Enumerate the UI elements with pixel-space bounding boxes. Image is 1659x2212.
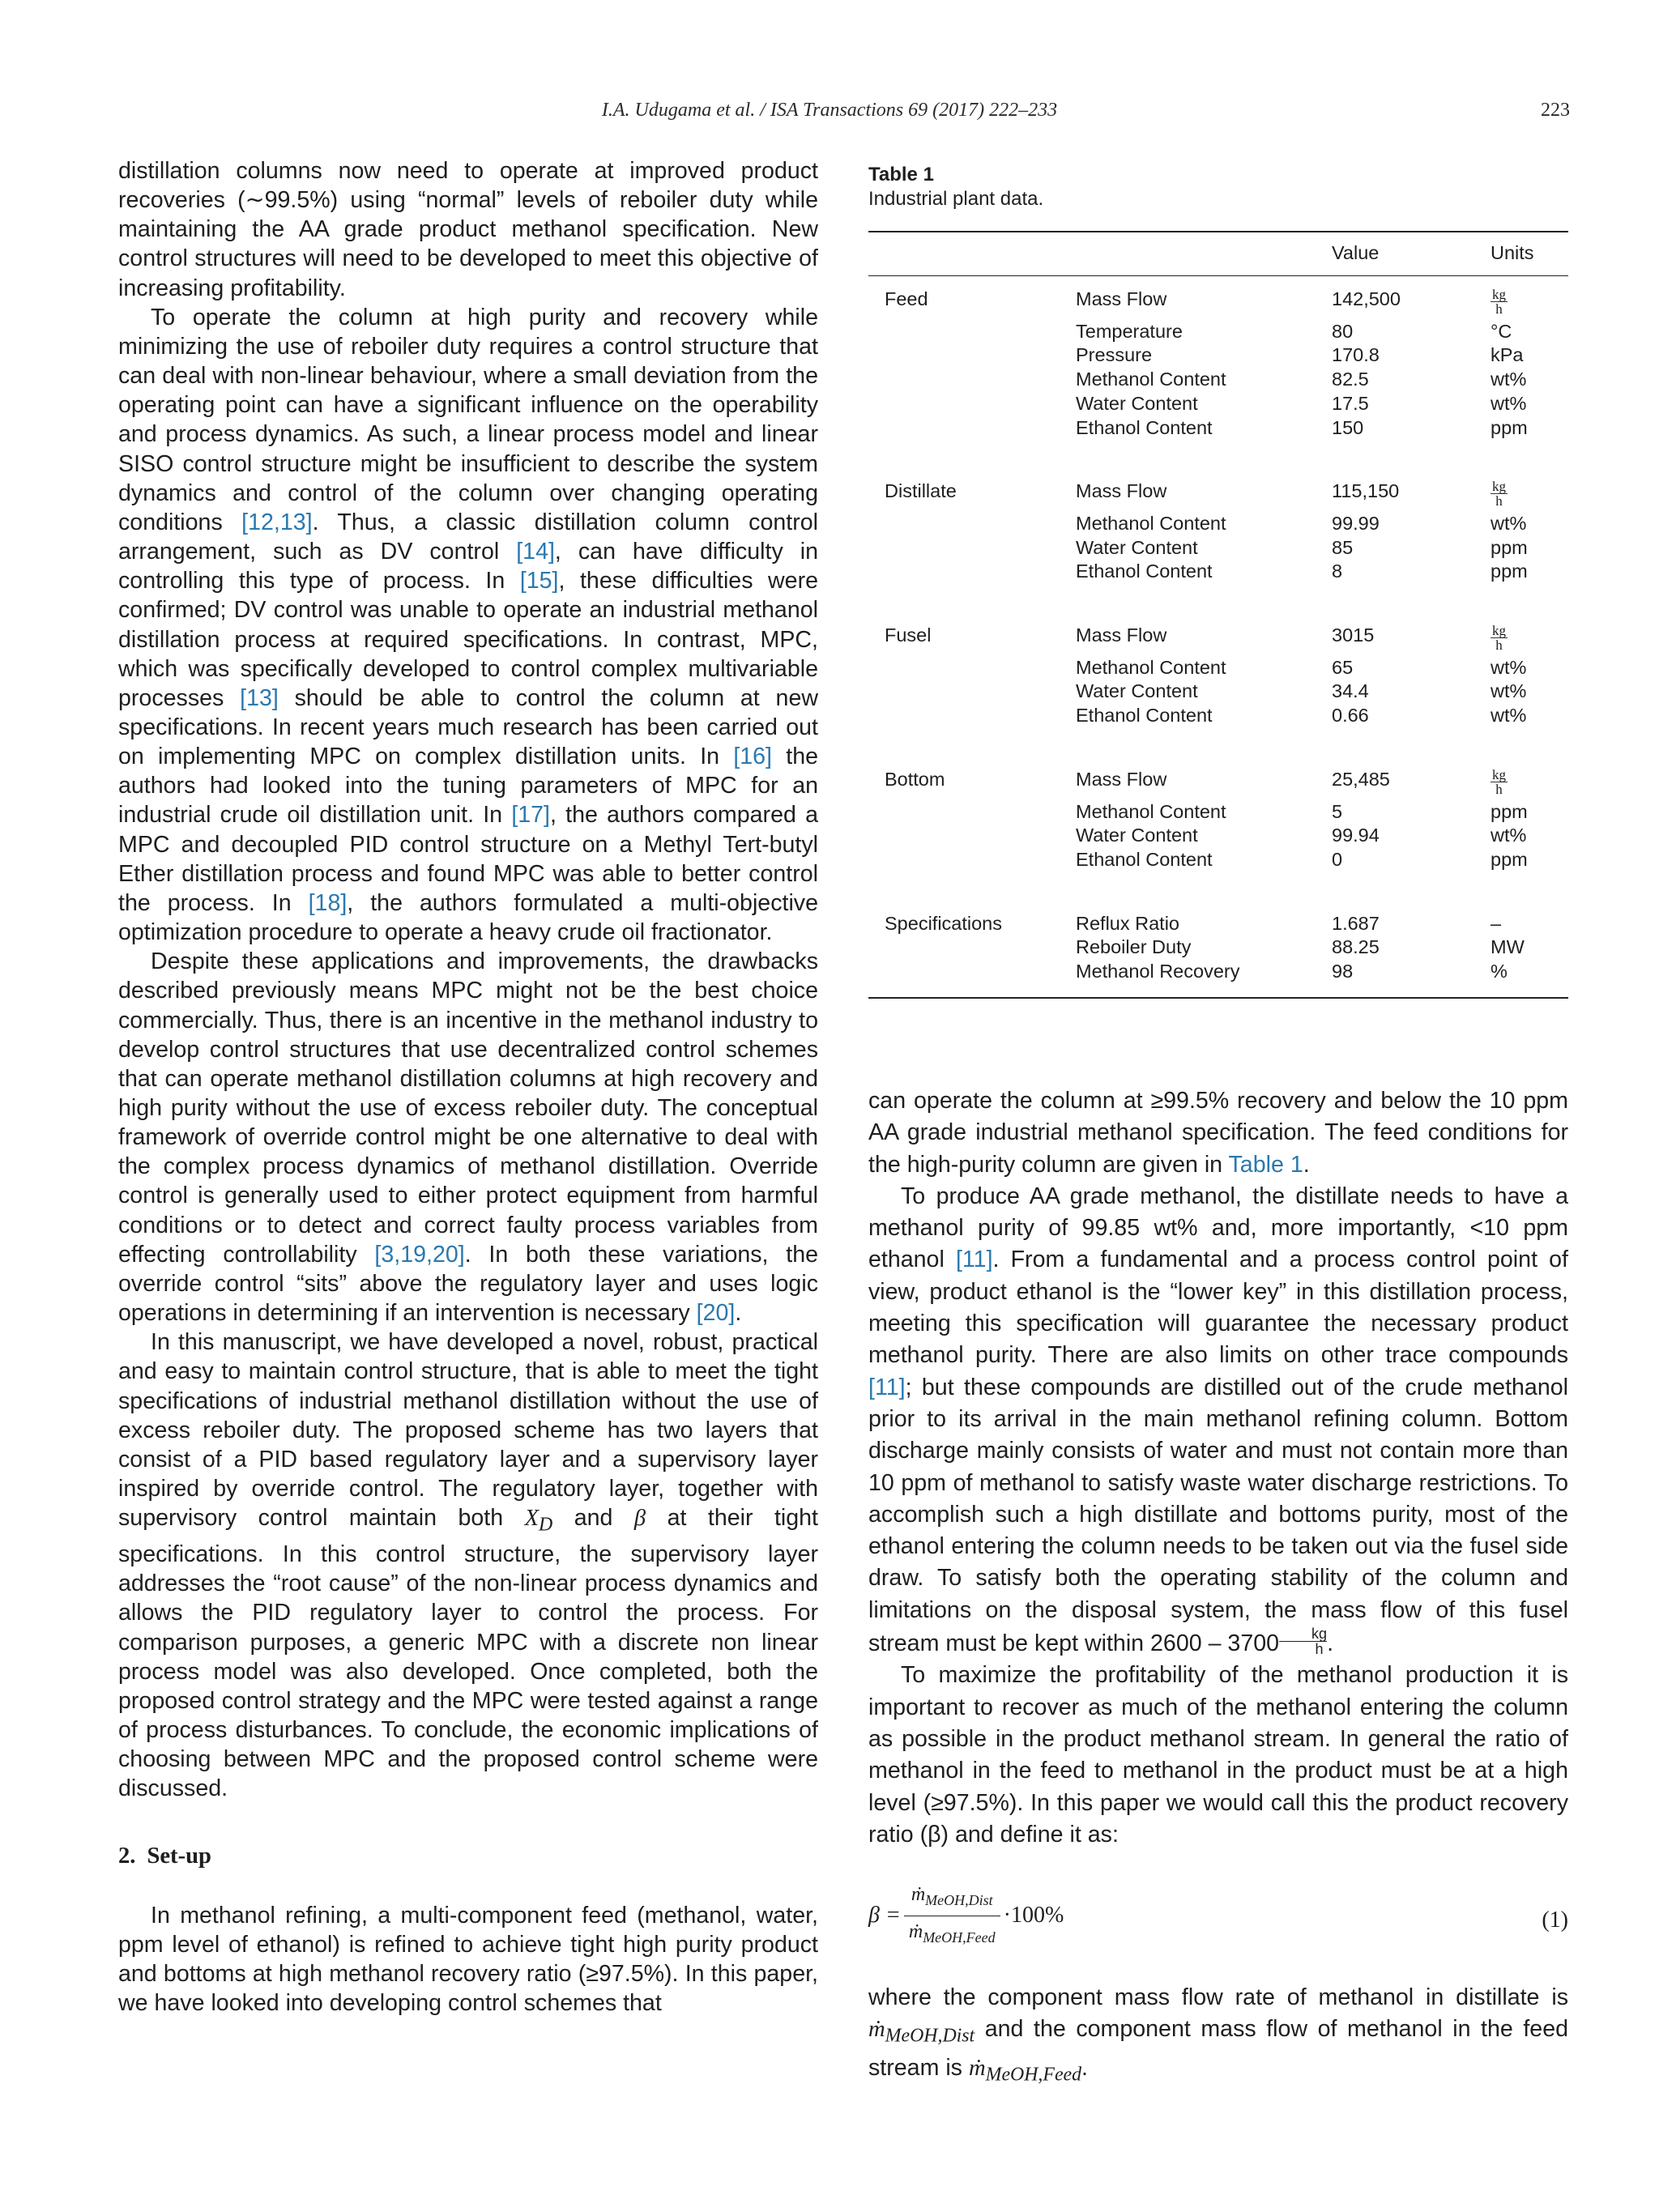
citation-link[interactable]: [16]	[733, 744, 773, 770]
plant-data-table	[868, 231, 1568, 999]
equation-1	[868, 1882, 1568, 1950]
table-row	[868, 960, 1568, 998]
parameter-cell: Mass Flow	[1076, 480, 1167, 502]
right-column	[868, 1085, 1568, 2091]
group-spacer	[868, 440, 1568, 479]
parameter-cell: Methanol Content	[1076, 369, 1226, 390]
value-cell: 3015	[1332, 624, 1375, 646]
parameter-cell: Methanol Content	[1076, 512, 1226, 534]
unit-cell: wt%	[1491, 705, 1527, 727]
journal-citation: I.A. Udugama et al. / ISA Transactions 69 (2017) 222–233	[601, 100, 1058, 121]
table-row	[868, 848, 1568, 872]
value-cell: 85	[1332, 536, 1354, 558]
m-feed-symbol: ṁ$_{MeOH,Feed}$	[968, 2056, 1082, 2086]
parameter-cell: Water Content	[1076, 536, 1198, 558]
citation-link[interactable]: [17]	[511, 802, 551, 829]
table-row	[868, 704, 1568, 728]
kg-per-h-unit: $\frac{kg}{h}$	[1492, 287, 1506, 317]
page-number: 223	[1541, 100, 1570, 121]
parameter-cell: Reboiler Duty	[1076, 936, 1192, 958]
table-caption	[868, 163, 1568, 211]
group-label: Fusel	[885, 624, 932, 646]
paragraph: distillation columns now need to operate at improved product recoveries (∼99.5%) using “normal” levels of reboiler duty while maintaining the AA grade product methanol specification. New control structures will need to be developed to meet this objective of increasing profitability.	[118, 158, 818, 301]
parameter-cell: Methanol Content	[1076, 800, 1226, 822]
value-cell: 34.4	[1332, 680, 1369, 702]
citation-link[interactable]: [14]	[516, 539, 555, 565]
unit-cell: °C	[1491, 320, 1512, 342]
value-cell: 142,500	[1332, 288, 1401, 309]
parameter-cell: Water Content	[1076, 392, 1198, 414]
parameter-cell: Ethanol Content	[1076, 705, 1213, 727]
group-spacer	[868, 872, 1568, 912]
value-cell: 88.25	[1332, 936, 1380, 958]
paragraph: In methanol refining, a multi-component feed (methanol, water, ppm level of ethanol) is refined to achieve tight high purity product and bottoms at high methanol recovery ratio (≥97.5%). In this paper, we have looked into developing control schemes that	[118, 1902, 818, 2017]
parameter-cell: Reflux Ratio	[1076, 912, 1179, 934]
left-column	[118, 156, 818, 2018]
value-cell: 170.8	[1332, 344, 1380, 366]
value-cell: 99.94	[1332, 825, 1380, 846]
citation-link[interactable]: [18]	[308, 889, 348, 916]
citation-link[interactable]: 13]	[279, 509, 313, 535]
equation-rhs: ·100%	[1003, 1903, 1064, 1929]
equation-fraction: $\frac{ṁ_{MeOH,Dist}}{ṁ_{MeOH,Feed}}$	[904, 1879, 1000, 1953]
value-cell: 82.5	[1332, 369, 1369, 390]
value-cell: 0.66	[1332, 705, 1369, 727]
table-row	[868, 392, 1568, 416]
table-row	[868, 536, 1568, 560]
xd-symbol: $X_D$	[524, 1506, 553, 1536]
table-row	[868, 800, 1568, 825]
value-cell: 5	[1332, 800, 1343, 822]
unit-cell	[1491, 479, 1568, 512]
group-spacer	[868, 728, 1568, 768]
parameter-cell: Pressure	[1076, 344, 1153, 366]
column-header-units: Units	[1491, 232, 1568, 276]
table-row	[868, 680, 1568, 704]
parameter-cell: Mass Flow	[1076, 768, 1167, 790]
unit-cell: ppm	[1491, 416, 1528, 438]
value-cell: 1.687	[1332, 912, 1380, 934]
citation-link[interactable]: [13]	[240, 684, 279, 711]
unit-cell: ppm	[1491, 560, 1528, 582]
paragraph: To operate the column at high purity and recovery while minimizing the use of reboiler duty requires a control structure that can deal with non-linear behaviour, where a small deviation from the operating point can have a significant influence on the operability and process dynamics. As such, a linear process model and linear SISO control structure might be insufficient to describe the system dynamics and control of the column over changing operating conditions [12,13]. Thus, a classic distillation column control arrangement, such as DV control [14], can have difficulty in controlling this type of process. In [15], these difficulties were confirmed; DV control was unable to operate an industrial methanol distillation process at required specifications. In contrast, MPC, which was specifically developed to control complex multivariable processes [13] should be able to control the column at new specifications. In recent years much research has been carried out on implementing MPC on complex distillation units. In [16] the authors had looked into the tuning parameters of MPC for an industrial crude oil distillation unit. In [17], the authors compared a MPC and decoupled PID control structure on a Methyl Tert-butyl Ether distillation process and found MPC was able to better control the process. In [18], the authors formulated a multi-objective optimization procedure to operate a heavy crude oil fractionator.	[118, 304, 818, 946]
section-heading: 2. Set-up	[118, 1843, 211, 1869]
unit-cell: wt%	[1491, 369, 1527, 390]
table-row	[868, 936, 1568, 960]
table-row	[868, 512, 1568, 536]
citation-link[interactable]: [3,19,20]	[374, 1241, 465, 1268]
paragraph: In this manuscript, we have developed a novel, robust, practical and easy to maintain control structure, that is able to meet the tight specifications of industrial methanol distillation without the use of excess reboiler duty. The proposed scheme has two layers that consist of a PID based regulatory layer and a supervisory layer inspired by override control. The regulatory layer, together with supervisory control maintain both $X_D$ and β at their tight specifications. In this control structure, the supervisory layer addresses the “root cause” of the non-linear process dynamics and allows the PID regulatory layer to control the process. For comparison purposes, a generic MPC with a discrete non linear process model was also developed. Once completed, both the proposed control strategy and the MPC were tested against a range of process disturbances. To conclude, the economic implications of choosing between MPC and the proposed control scheme were discussed.	[118, 1329, 818, 1802]
unit-cell	[1491, 768, 1568, 800]
table-row	[868, 479, 1568, 512]
parameter-cell: Ethanol Content	[1076, 560, 1213, 582]
value-cell: 65	[1332, 656, 1354, 678]
unit-cell: wt%	[1491, 825, 1527, 846]
table-row	[868, 288, 1568, 320]
parameter-cell: Ethanol Content	[1076, 848, 1213, 870]
column-header-value: Value	[1332, 232, 1491, 276]
value-cell: 150	[1332, 416, 1364, 438]
parameter-cell: Methanol Content	[1076, 656, 1226, 678]
table-row	[868, 368, 1568, 392]
citation-link[interactable]: [11]	[955, 1247, 993, 1273]
table-row	[868, 768, 1568, 800]
equation-number: (1)	[1542, 1907, 1568, 1933]
unit-cell	[1491, 624, 1568, 656]
group-spacer	[868, 276, 1568, 288]
parameter-cell: Mass Flow	[1076, 624, 1167, 646]
value-cell: 0	[1332, 848, 1343, 870]
unit-cell: MW	[1491, 936, 1525, 958]
parameter-cell: Temperature	[1076, 320, 1183, 342]
value-cell: 17.5	[1332, 392, 1369, 414]
m-dist-symbol: ṁ$_{MeOH,Dist}$	[868, 2017, 975, 2048]
paragraph: where the component mass flow rate of methanol in distillate is ṁ$_{MeOH,Dist}$ and the component mass flow of methanol in the feed stream is ṁ$_{MeOH,Feed}$.	[868, 1984, 1568, 2086]
group-label: Specifications	[885, 912, 1002, 934]
parameter-cell: Mass Flow	[1076, 288, 1167, 309]
table-row	[868, 912, 1568, 936]
table-row	[868, 320, 1568, 344]
paragraph: Despite these applications and improvements, the drawbacks described previously means MPC might not be the best choice commercially. Thus, there is an incentive in the methanol industry to develop control structures that use decentralized control schemes that can operate methanol distillation columns at high recovery and high purity without the use of excess reboiler duty. The conceptual framework of override control might be one alternative to deal with the complex process dynamics of methanol distillation. Override control is generally used to either protect equipment from harmful conditions or to detect and correct faulty process variables from effecting controllability [3,19,20]. In both these variations, the override control “sits” above the regulatory layer and uses logic operations in determining if an intervention is necessary [20].	[118, 948, 819, 1327]
table-label: Table 1	[868, 164, 934, 185]
parameter-cell: Water Content	[1076, 680, 1198, 702]
value-cell: 25,485	[1332, 768, 1390, 790]
table-title: Industrial plant data.	[868, 188, 1044, 210]
unit-cell	[1491, 288, 1568, 320]
unit-cell: ppm	[1491, 800, 1528, 822]
equation-lhs: β =	[868, 1903, 901, 1929]
kg-per-h-unit: $\frac{kg}{h}$	[1279, 1626, 1327, 1656]
unit-cell: ppm	[1491, 536, 1528, 558]
parameter-cell: Water Content	[1076, 825, 1198, 846]
table-row	[868, 416, 1568, 441]
paragraph: To produce AA grade methanol, the distillate needs to have a methanol purity of 99.85 wt% and, more importantly, <10 ppm ethanol [11]. From a fundamental and a process control point of view, product ethanol is the “lower key” in this distillation process, meeting this specification will guarantee the necessary product methanol purity. There are also limits on other trace compounds [11]; but these compounds are distilled out of the crude methanol prior to its arrival in the main methanol refining column. Bottom discharge mainly consists of water and must not contain more than 10 ppm of methanol to satisfy waste water discharge restrictions. To accomplish such a high distillate and bottoms purity, most of the ethanol entering the column needs to be taken out via the fusel side draw. To satisfy both the operating stability of the column and limitations on the disposal system, the mass flow of this fusel stream must be kept within 2600 – 3700 $\frac{kg}{h}$ .	[868, 1183, 1568, 1658]
unit-cell: ppm	[1491, 848, 1528, 870]
table-row	[868, 824, 1568, 848]
unit-cell: wt%	[1491, 512, 1527, 534]
paragraph: To maximize the profitability of the methanol production it is important to recover as much of the methanol entering the column as possible in the product methanol stream. In general the ratio of methanol in the feed to methanol in the product must be at a high level (≥97.5%). In this paper we would call this the product recovery ratio (β) and define it as:	[868, 1662, 1568, 1848]
group-label: Feed	[885, 288, 928, 309]
table-row	[868, 343, 1568, 368]
running-header	[0, 100, 1659, 127]
unit-cell: wt%	[1491, 392, 1527, 414]
citation-link[interactable]: [11]	[868, 1374, 906, 1400]
table-row	[868, 656, 1568, 680]
table-1	[868, 163, 1568, 999]
citation-link[interactable]: [20]	[696, 1300, 736, 1327]
group-label: Bottom	[885, 768, 945, 790]
unit-cell: wt%	[1491, 656, 1527, 678]
kg-per-h-unit: $\frac{kg}{h}$	[1492, 479, 1506, 509]
parameter-cell: Ethanol Content	[1076, 416, 1213, 438]
value-cell: 99.99	[1332, 512, 1380, 534]
value-cell: 8	[1332, 560, 1343, 582]
beta-symbol: β	[633, 1506, 646, 1532]
unit-cell: kPa	[1491, 344, 1524, 366]
table-header-row	[868, 232, 1568, 276]
unit-cell: wt%	[1491, 680, 1527, 702]
parameter-cell: Methanol Recovery	[1076, 960, 1332, 998]
value-cell: 115,150	[1332, 480, 1400, 502]
value-cell: 80	[1332, 320, 1354, 342]
kg-per-h-unit: $\frac{kg}{h}$	[1492, 623, 1506, 654]
table-link[interactable]: Table 1	[1228, 1151, 1303, 1178]
value-cell: 98	[1332, 960, 1491, 998]
group-label: Distillate	[885, 480, 957, 502]
paragraph: can operate the column at ≥99.5% recovery and below the 10 ppm AA grade industrial methanol specification. The feed conditions for the high-purity column are given in Table 1.	[868, 1088, 1568, 1178]
citation-link[interactable]: [15]	[519, 568, 559, 595]
table-row	[868, 560, 1568, 584]
unit-cell: %	[1491, 960, 1568, 998]
table-row	[868, 624, 1568, 656]
group-spacer	[868, 584, 1568, 624]
unit-cell: –	[1491, 912, 1502, 934]
kg-per-h-unit: $\frac{kg}{h}$	[1492, 766, 1506, 797]
citation-link[interactable]: [12,	[241, 509, 280, 535]
